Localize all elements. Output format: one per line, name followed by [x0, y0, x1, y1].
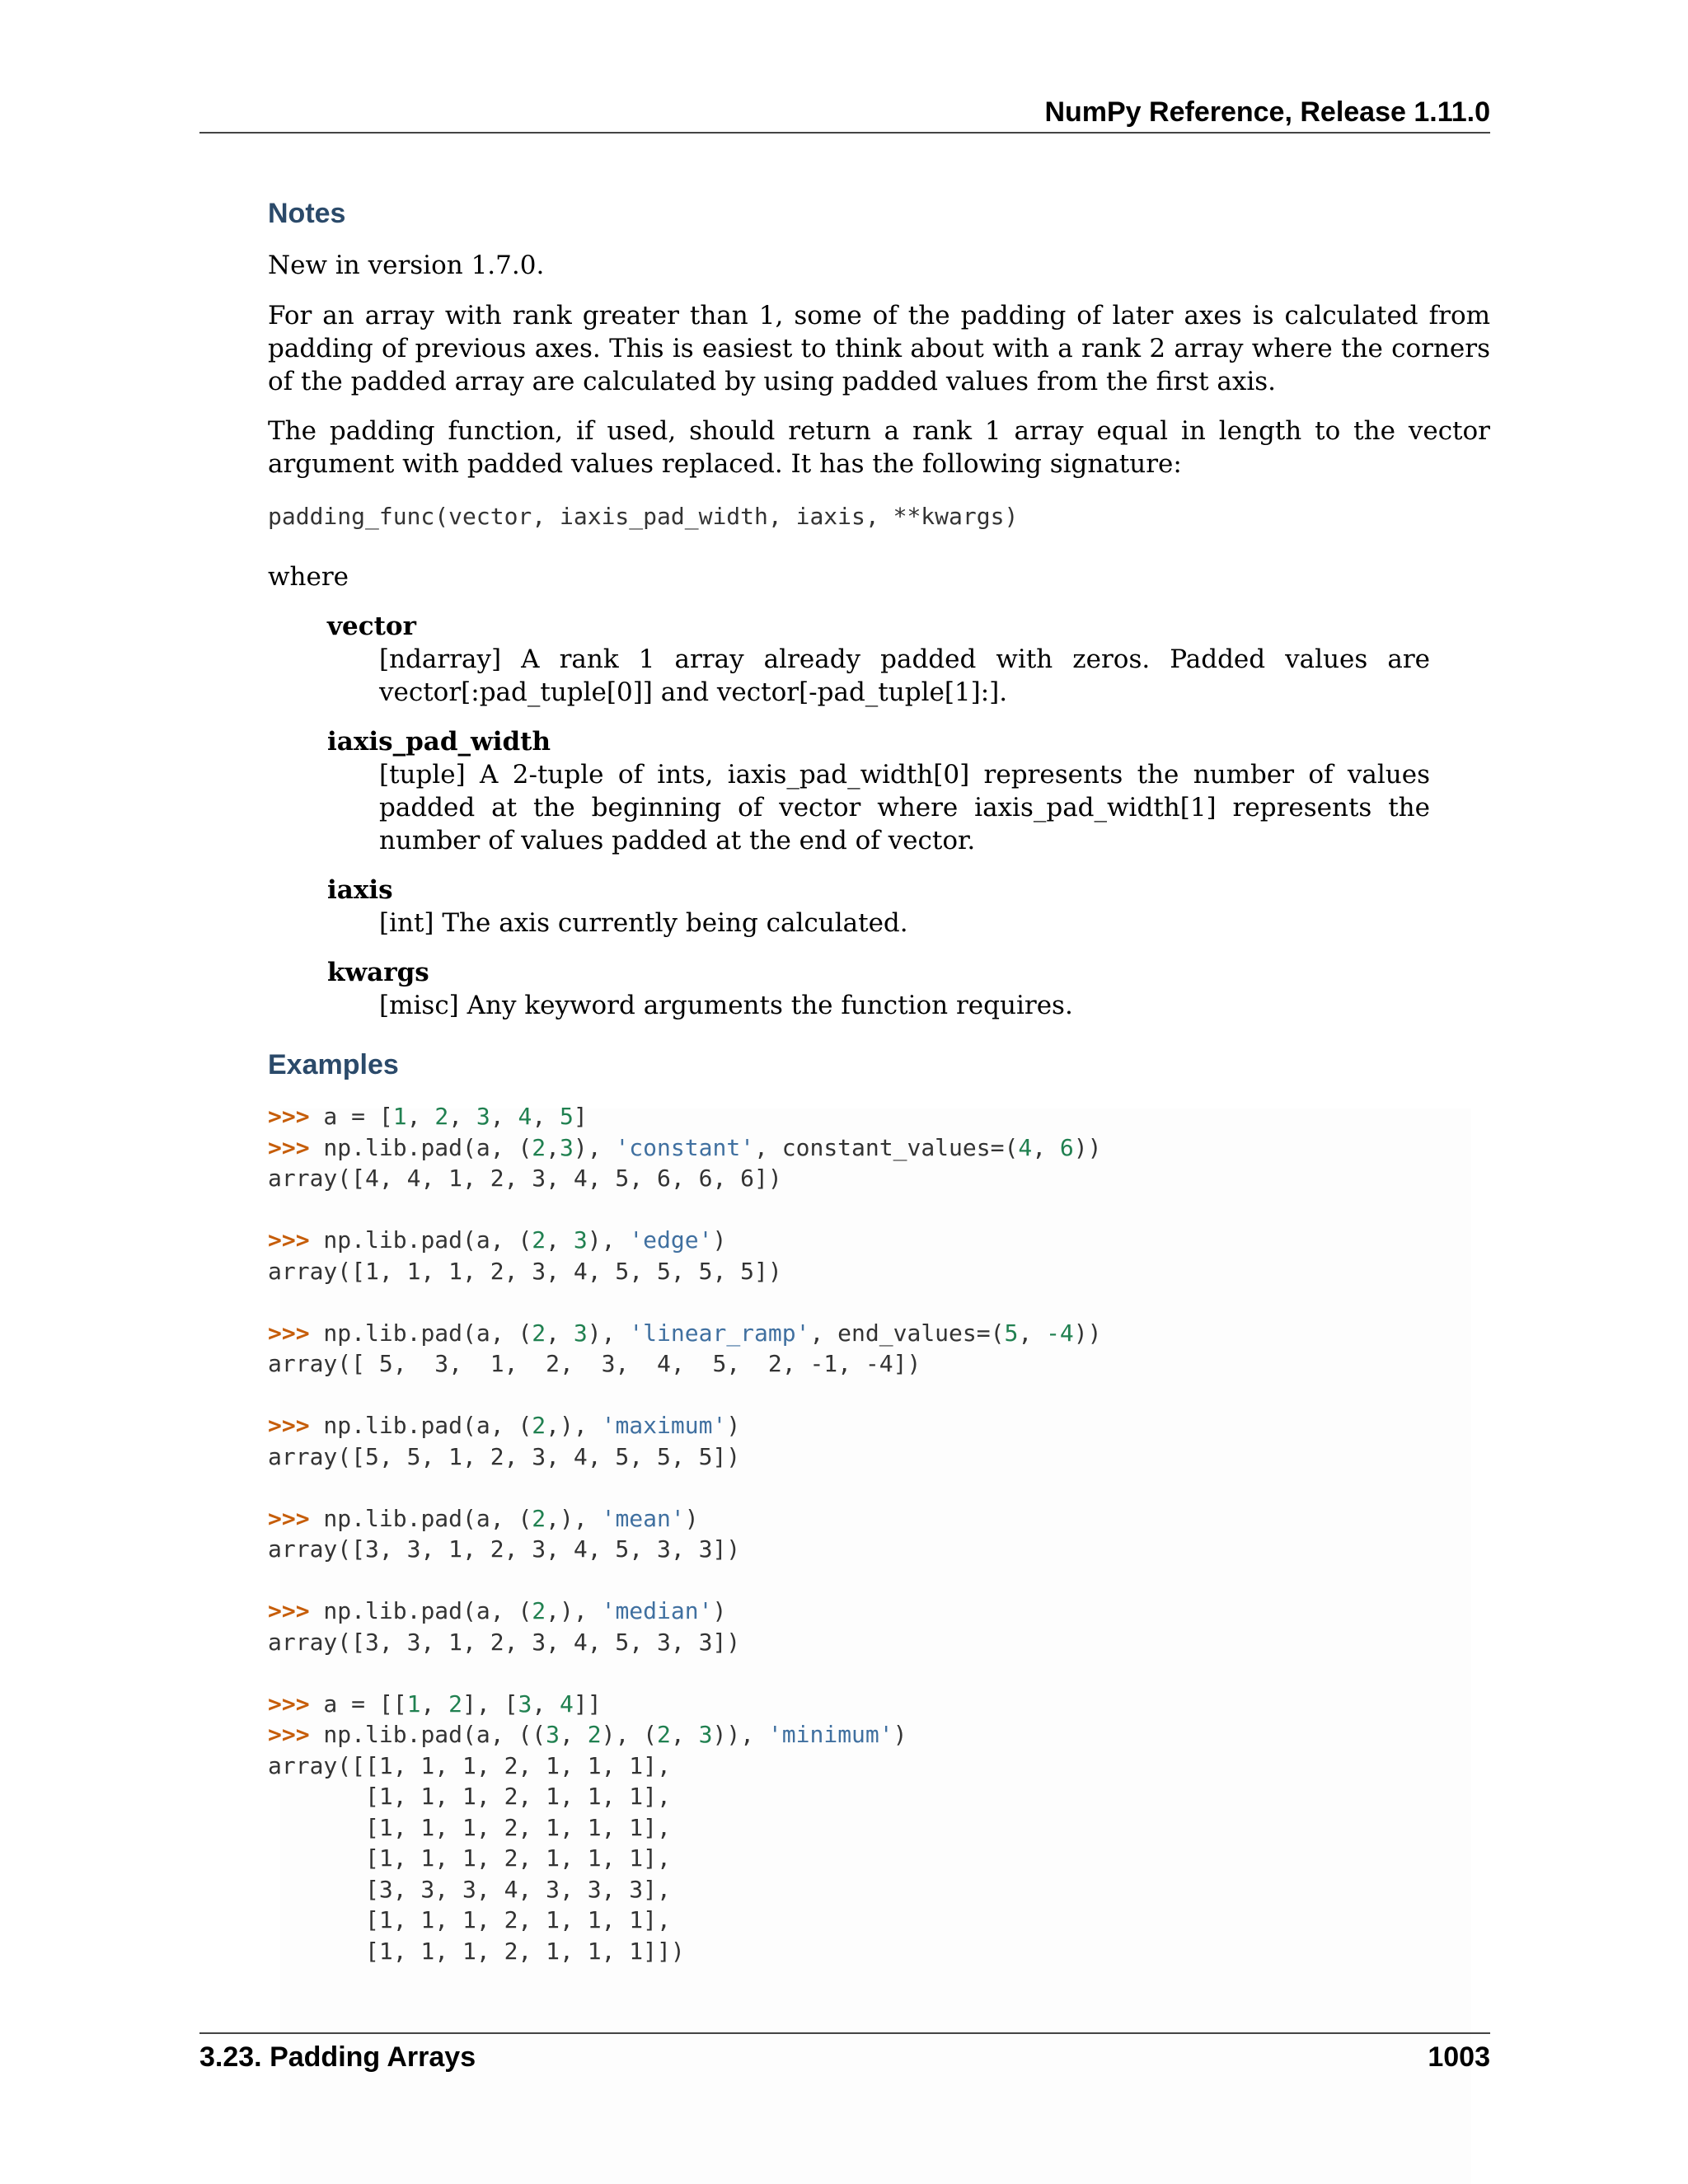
- code-input-line: >>> a = [[1, 2], [3, 4]]: [268, 1690, 602, 1718]
- param-description: [ndarray] A rank 1 array already padded with zeros. Padded values are vector[:pad_tuple[0]] and vector[-pad_tuple[1]:].: [379, 644, 1430, 707]
- code-output-line: array([5, 5, 1, 2, 3, 4, 5, 5, 5]): [268, 1442, 741, 1470]
- examples-code-block: [268, 1101, 1102, 1966]
- code-input-line: >>> np.lib.pad(a, (2,), 'median'): [268, 1597, 727, 1624]
- notes-heading: Notes: [268, 198, 346, 229]
- code-output-line: array([[1, 1, 1, 2, 1, 1, 1],: [268, 1751, 671, 1779]
- param-iaxis-pad-width: [327, 725, 1430, 857]
- code-output-line: [3, 3, 3, 4, 3, 3, 3],: [268, 1875, 671, 1903]
- code-input-line: >>> np.lib.pad(a, (2,3), 'constant', constant_values=(4, 6)): [268, 1133, 1102, 1161]
- code-output-line: array([1, 1, 1, 2, 3, 4, 5, 5, 5, 5]): [268, 1257, 782, 1285]
- footer-section: 3.23. Padding Arrays: [199, 2041, 476, 2073]
- code-output-line: array([3, 3, 1, 2, 3, 4, 5, 3, 3]): [268, 1628, 741, 1656]
- code-output-line: array([ 5, 3, 1, 2, 3, 4, 5, 2, -1, -4]): [268, 1350, 921, 1377]
- code-blank-line: [268, 1194, 1102, 1226]
- code-input-line: >>> a = [1, 2, 3, 4, 5]: [268, 1103, 588, 1130]
- code-output-line: [1, 1, 1, 2, 1, 1, 1]]): [268, 1937, 685, 1965]
- param-vector: [327, 610, 1430, 709]
- code-blank-line: [268, 1472, 1102, 1503]
- code-output-line: array([4, 4, 1, 2, 3, 4, 5, 6, 6, 6]): [268, 1165, 782, 1192]
- param-term: kwargs: [327, 958, 429, 987]
- code-blank-line: [268, 1565, 1102, 1596]
- code-output-line: [1, 1, 1, 2, 1, 1, 1],: [268, 1906, 671, 1933]
- running-header: [199, 92, 1490, 134]
- code-output-line: array([3, 3, 1, 2, 3, 4, 5, 3, 3]): [268, 1535, 741, 1563]
- code-blank-line: [268, 1657, 1102, 1689]
- running-footer: [199, 2032, 1490, 2074]
- code-output-line: [1, 1, 1, 2, 1, 1, 1],: [268, 1813, 671, 1841]
- code-output-line: [1, 1, 1, 2, 1, 1, 1],: [268, 1844, 671, 1872]
- rank-paragraph: For an array with rank greater than 1, some of the padding of later axes is calculated from padding of previous axes. This is easiest to think about with a rank 2 array where the corners of the padded array are calculated by using padded values from the first axis.: [268, 301, 1490, 396]
- code-input-line: >>> np.lib.pad(a, (2,), 'mean'): [268, 1504, 699, 1532]
- where-label: where: [268, 562, 349, 592]
- code-input-line: >>> np.lib.pad(a, (2,), 'maximum'): [268, 1412, 741, 1439]
- param-description: [misc] Any keyword arguments the function requires.: [379, 991, 1073, 1020]
- padding-function-paragraph: The padding function, if used, should return a rank 1 array equal in length to the vector argument with padded values replaced. It has the following signature:: [268, 416, 1490, 479]
- param-term: iaxis: [327, 875, 393, 905]
- code-blank-line: [268, 1286, 1102, 1318]
- param-kwargs: [327, 956, 1430, 1022]
- code-output-line: [1, 1, 1, 2, 1, 1, 1],: [268, 1783, 671, 1810]
- code-input-line: >>> np.lib.pad(a, (2, 3), 'linear_ramp', end_values=(5, -4)): [268, 1319, 1102, 1347]
- param-iaxis: [327, 874, 1430, 940]
- header-title: NumPy Reference, Release 1.11.0: [1044, 96, 1490, 128]
- param-description: [int] The axis currently being calculated.: [379, 908, 908, 938]
- code-input-line: >>> np.lib.pad(a, ((3, 2), (2, 3)), 'minimum'): [268, 1721, 907, 1748]
- code-blank-line: [268, 1380, 1102, 1411]
- param-term: iaxis_pad_width: [327, 727, 551, 757]
- param-description: [tuple] A 2-tuple of ints, iaxis_pad_width[0] represents the number of values padded at the beginning of vector where iaxis_pad_width[1] represents the number of values padded at the end of vector.: [379, 760, 1430, 855]
- examples-heading: Examples: [268, 1049, 399, 1080]
- footer-page-number: 1003: [1428, 2041, 1490, 2073]
- function-signature: padding_func(vector, iaxis_pad_width, iaxis, **kwargs): [268, 503, 1019, 530]
- version-note: New in version 1.7.0.: [268, 251, 545, 280]
- code-input-line: >>> np.lib.pad(a, (2, 3), 'edge'): [268, 1226, 727, 1254]
- param-term: vector: [327, 612, 416, 641]
